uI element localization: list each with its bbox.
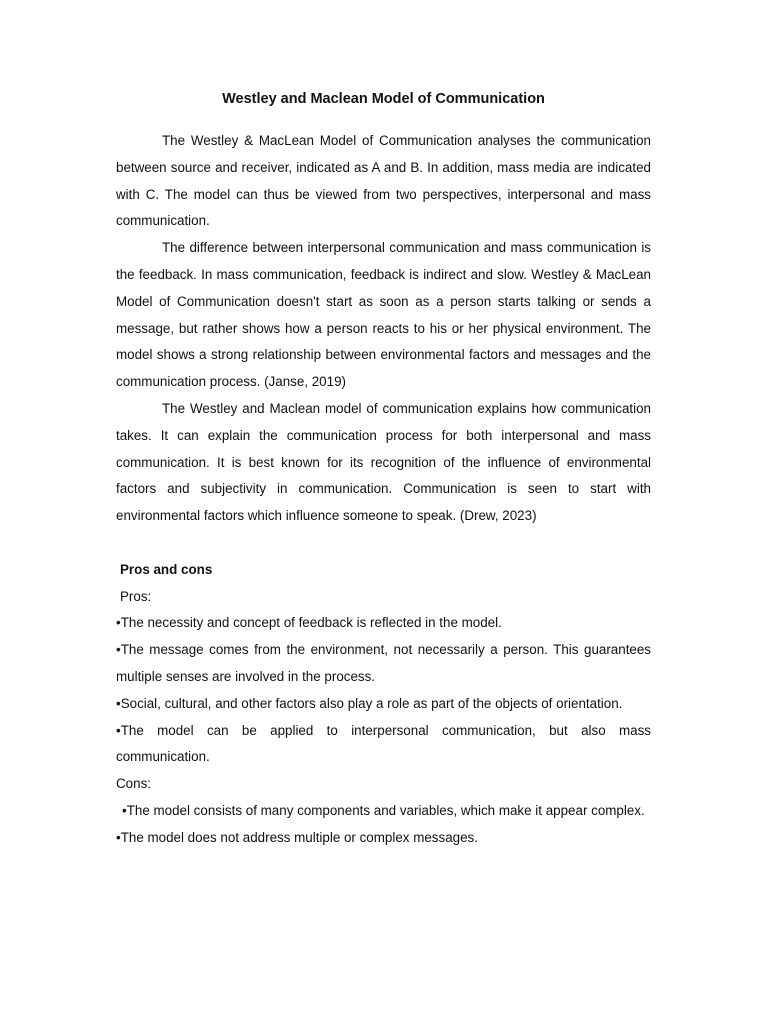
paragraph-3: The Westley and Maclean model of communication explains how communication takes. It can explain the communication process for both interpersonal and mass communication. It is best known for its recognition of the influence of environmental factors and subjectivity in communication. Communication is seen to start with environmental factors which influence someone to speak. (Drew, 2023) <box>116 400 651 524</box>
pros-item-1: •The necessity and concept of feedback is reflected in the model. <box>116 615 502 631</box>
pros-label: Pros: <box>120 588 152 604</box>
cons-item-1: •The model consists of many components and variables, which make it appear complex. <box>122 802 645 818</box>
blank-line <box>116 530 651 557</box>
paragraph-2: The difference between interpersonal communication and mass communication is the feedback. In mass communication, feedback is indirect and slow. Westley & MacLean Model of Communication doesn't start as soon as a person starts talking or sends a message, but rather shows how a person reacts to his or her physical environment. The model shows a strong relationship between environmental factors and messages and the communication process. (Janse, 2019) <box>116 240 651 390</box>
pros-item-4: •The model can be applied to interpersonal communication, but also mass communication. <box>116 722 651 765</box>
paragraph-1: The Westley & MacLean Model of Communication analyses the communication between source and receiver, indicated as A and B. In addition, mass media are indicated with C. The model can thus be viewed from two perspectives, interpersonal and mass communication. <box>116 133 651 229</box>
pros-cons-heading: Pros and cons <box>120 561 213 577</box>
document-title: Westley and Maclean Model of Communication <box>222 91 545 107</box>
document-body <box>116 128 651 852</box>
pros-item-2: •The message comes from the environment, not necessarily a person. This guarantees multiple senses are involved in the process. <box>116 642 651 684</box>
cons-label: Cons: <box>116 776 151 792</box>
cons-item-2: •The model does not address multiple or complex messages. <box>116 829 478 845</box>
pros-item-3: •Social, cultural, and other factors also play a role as part of the objects of orientation. <box>116 695 623 711</box>
